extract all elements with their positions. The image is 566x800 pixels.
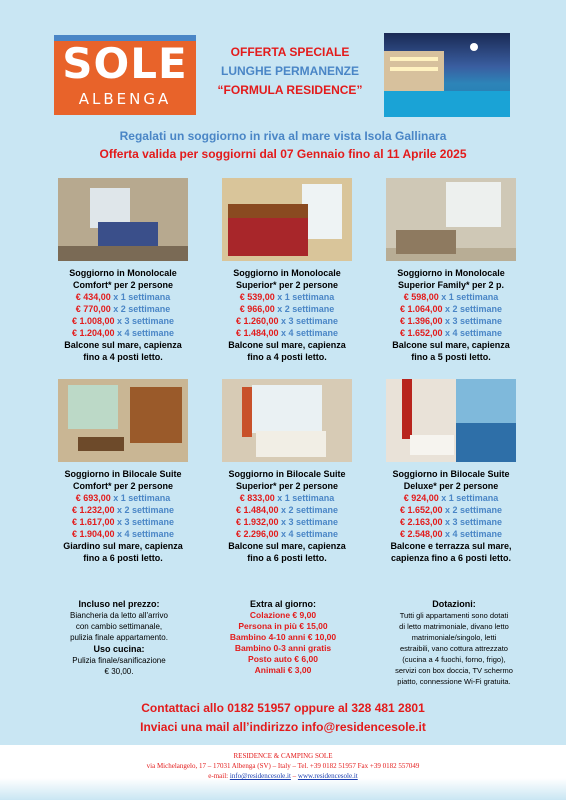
- logo-name: SOLE: [62, 39, 188, 88]
- offer-title: Soggiorno in Bilocale Suite Deluxe* per 2 persone: [392, 469, 510, 491]
- email-contact: Inviaci una mail all’indirizzo info@residencesole.it: [140, 720, 426, 734]
- offer-card-bilocale-deluxe: [366, 379, 536, 564]
- extras-label: Extra al giorno:: [249, 599, 316, 609]
- price-row: € 2.548,00 x 4 settimane: [399, 529, 503, 539]
- extra-row: Persona in più € 15,00: [238, 621, 328, 631]
- offer-capacity: Balcone sul mare, capienza fino a 6 posti letto.: [228, 541, 346, 563]
- amenities-label: Dotazioni:: [432, 599, 476, 609]
- offer-capacity: Balcone sul mare, capienza fino a 4 posti letto.: [64, 340, 182, 362]
- price-row: € 693,00 x 1 settimana: [75, 493, 171, 503]
- offer-card-bilocale-comfort: [38, 379, 208, 564]
- offer-card-monolocale-superior: [202, 178, 372, 363]
- price-row: € 1.617,00 x 3 settimane: [71, 517, 175, 527]
- offer-title: Soggiorno in Bilocale Suite Superior* per 2 persone: [228, 469, 346, 491]
- room-photo: [58, 379, 188, 462]
- price-row: € 2.163,00 x 3 settimane: [399, 517, 503, 527]
- logo-city: ALBENGA: [78, 90, 172, 108]
- kitchen-label: Uso cucina:: [93, 644, 145, 654]
- phone-contact: Contattaci allo 0182 51957 oppure al 328 481 2801: [141, 701, 425, 715]
- offer-card-bilocale-superior: [202, 379, 372, 564]
- extra-row: Bambino 0-3 anni gratis: [234, 643, 332, 653]
- heading-line-1: OFFERTA SPECIALE: [230, 45, 350, 59]
- room-photo: [386, 178, 516, 261]
- extra-row: Colazione € 9,00: [249, 610, 317, 620]
- validity-period: Offerta valida per soggiorni dal 07 Gennaio fino al 11 Aprile 2025: [99, 147, 467, 161]
- offer-card-monolocale-family: [366, 178, 536, 363]
- price-row: € 770,00 x 2 settimane: [75, 304, 171, 314]
- footer: [0, 745, 566, 800]
- room-photo: [222, 379, 352, 462]
- offer-capacity: Giardino sul mare, capienza fino a 6 posti letto.: [63, 541, 183, 563]
- included-label: Incluso nel prezzo:: [78, 599, 160, 609]
- price-row: € 434,00 x 1 settimana: [75, 292, 171, 302]
- sole-logo: [54, 35, 196, 115]
- price-row: € 966,00 x 2 settimane: [239, 304, 335, 314]
- price-row: € 1.652,00 x 4 settimane: [399, 328, 503, 338]
- price-row: € 1.064,00 x 2 settimane: [399, 304, 503, 314]
- amenities-section: Dotazioni: Tutti gli appartamenti sono dotati di letto matrimoniale, divano letto matrimoniale/singolo, letti estraibili, vano cottura attrezzato (cucina a 4 fuochi, forno, frigo), servizi con box doccia, TV schermo piatto, connessione Wi-Fi gratuita.: [372, 598, 536, 687]
- price-row: € 1.204,00 x 4 settimane: [71, 328, 175, 338]
- offer-card-monolocale-comfort: [38, 178, 208, 363]
- footer-links: e-mail: info@residencesole.it – www.residencesole.it: [208, 772, 358, 780]
- tagline: Regalati un soggiorno in riva al mare vista Isola Gallinara: [119, 129, 447, 143]
- extra-row: Posto auto € 6,00: [248, 654, 318, 664]
- heading-line-2: LUNGHE PERMANENZE: [220, 64, 359, 78]
- price-row: € 598,00 x 1 settimana: [403, 292, 499, 302]
- offer-title: Soggiorno in Monolocale Superior* per 2 persone: [233, 268, 341, 290]
- offer-capacity: Balcone sul mare, capienza fino a 5 posti letto.: [392, 340, 510, 362]
- offer-title: Soggiorno in Monolocale Superior Family* per 2 p.: [397, 268, 505, 290]
- hotel-night-photo: [384, 33, 510, 117]
- price-row: € 1.008,00 x 3 settimane: [71, 316, 175, 326]
- offer-title: Soggiorno in Monolocale Comfort* per 2 persone: [69, 268, 177, 290]
- website-link[interactable]: www.residencesole.it: [297, 772, 358, 780]
- price-row: € 1.932,00 x 3 settimane: [235, 517, 339, 527]
- price-row: € 539,00 x 1 settimana: [239, 292, 335, 302]
- price-row: € 1.484,00 x 2 settimane: [235, 505, 339, 515]
- email-link[interactable]: info@residencesole.it: [229, 772, 291, 780]
- extra-row: Bambino 4-10 anni € 10,00: [229, 632, 337, 642]
- price-row: € 1.904,00 x 4 settimane: [71, 529, 175, 539]
- offer-title: Soggiorno in Bilocale Suite Comfort* per 2 persone: [64, 469, 182, 491]
- room-photo: [222, 178, 352, 261]
- heading-line-3: “FORMULA RESIDENCE”: [217, 83, 363, 97]
- price-row: € 924,00 x 1 settimana: [403, 493, 499, 503]
- price-row: € 1.396,00 x 3 settimane: [399, 316, 503, 326]
- offer-heading: [200, 43, 380, 100]
- price-row: € 833,00 x 1 settimana: [239, 493, 335, 503]
- included-section: Incluso nel prezzo: Biancheria da letto all'arrivo con cambio settimanale, pulizia finale appartamento. Uso cucina: Pulizia finale/sanificazione € 30,00.: [44, 598, 194, 677]
- footer-name: RESIDENCE & CAMPING SOLE: [233, 752, 333, 760]
- price-row: € 1.484,00 x 4 settimane: [235, 328, 339, 338]
- footer-address: via Michelangelo, 17 – 17031 Albenga (SV) – Italy – Tel. +39 0182 51957 Fax +39 0182 557049: [146, 762, 420, 770]
- price-row: € 1.260,00 x 3 settimane: [235, 316, 339, 326]
- offer-capacity: Balcone e terrazza sul mare, capienza fino a 6 posti letto.: [390, 541, 512, 563]
- extra-row: Animali € 3,00: [254, 665, 312, 675]
- room-photo: [58, 178, 188, 261]
- extras-section: [208, 598, 358, 676]
- price-row: € 1.652,00 x 2 settimane: [399, 505, 503, 515]
- price-row: € 1.232,00 x 2 settimane: [71, 505, 175, 515]
- price-row: € 2.296,00 x 4 settimane: [235, 529, 339, 539]
- offer-capacity: Balcone sul mare, capienza fino a 4 posti letto.: [228, 340, 346, 362]
- room-photo: [386, 379, 516, 462]
